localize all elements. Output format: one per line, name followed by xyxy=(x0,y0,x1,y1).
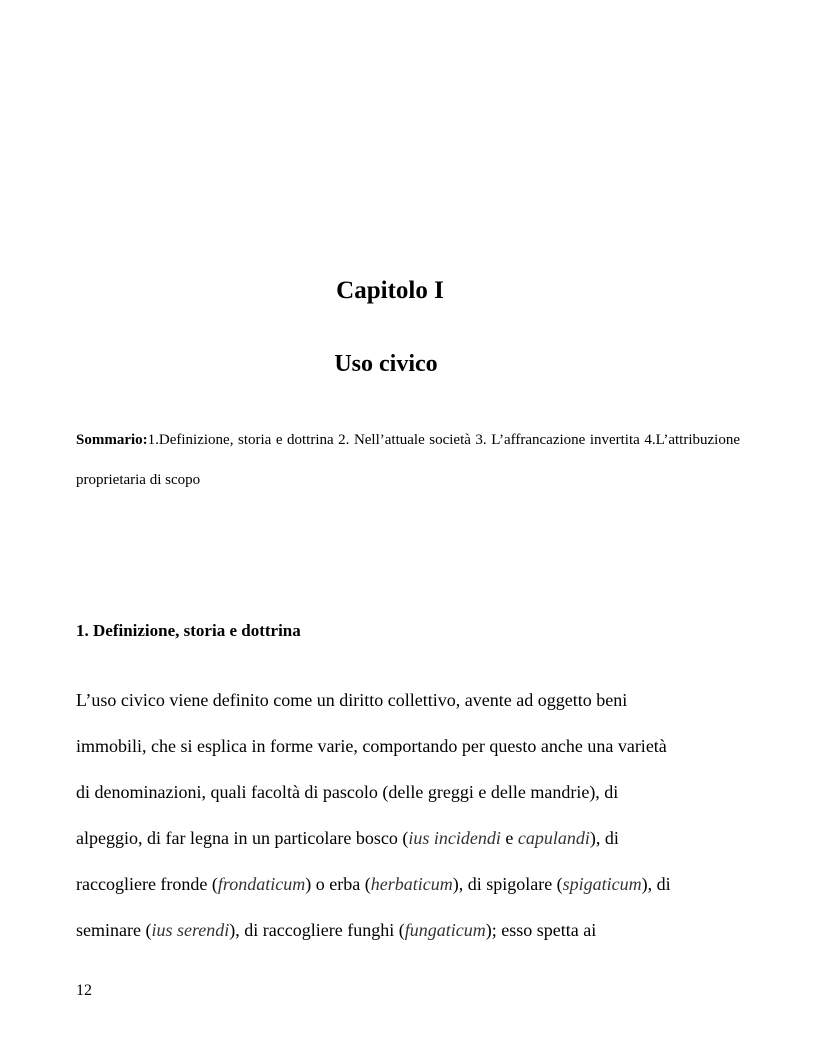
latin-term: fungaticum xyxy=(404,920,486,940)
summary-text: 1.Definizione, storia e dottrina 2. Nell’attuale società 3. L’affrancazione invertita 4.L’attribuzione proprietaria di scopo xyxy=(76,432,740,488)
text-run: e xyxy=(500,828,518,848)
latin-term: spigaticum xyxy=(562,874,642,894)
body-line xyxy=(76,861,736,907)
body-paragraph xyxy=(76,677,736,953)
chapter-subtitle: Uso civico xyxy=(334,351,438,377)
latin-term: ius incidendi xyxy=(408,828,501,848)
text-run: ), di spigolare ( xyxy=(452,874,563,894)
page-number: 12 xyxy=(76,982,92,999)
body-line: L’uso civico viene definito come un diritto collettivo, avente ad oggetto beni xyxy=(76,690,628,710)
latin-term: frondaticum xyxy=(217,874,306,894)
text-run: ), di raccogliere funghi ( xyxy=(229,920,405,940)
summary xyxy=(76,420,740,500)
text-run: ) o erba ( xyxy=(305,874,371,894)
chapter-title: Capitolo I xyxy=(336,277,444,304)
section-heading: 1. Definizione, storia e dottrina xyxy=(76,621,301,640)
latin-term: ius serendi xyxy=(151,920,230,940)
text-run: ), di xyxy=(589,828,619,848)
body-line: immobili, che si esplica in forme varie, comportando per questo anche una varietà xyxy=(76,736,667,756)
body-line xyxy=(76,907,736,953)
text-run: ); esso spetta ai xyxy=(485,920,597,940)
body-line xyxy=(76,815,736,861)
text-run: seminare ( xyxy=(76,920,152,940)
text-run: ), di xyxy=(641,874,671,894)
text-run: alpeggio, di far legna in un particolare bosco ( xyxy=(76,828,409,848)
latin-term: herbaticum xyxy=(370,874,453,894)
summary-label: Sommario: xyxy=(76,432,148,448)
text-run: raccogliere fronde ( xyxy=(76,874,218,894)
latin-term: capulandi xyxy=(517,828,590,848)
body-line: di denominazioni, quali facoltà di pascolo (delle greggi e delle mandrie), di xyxy=(76,782,619,802)
